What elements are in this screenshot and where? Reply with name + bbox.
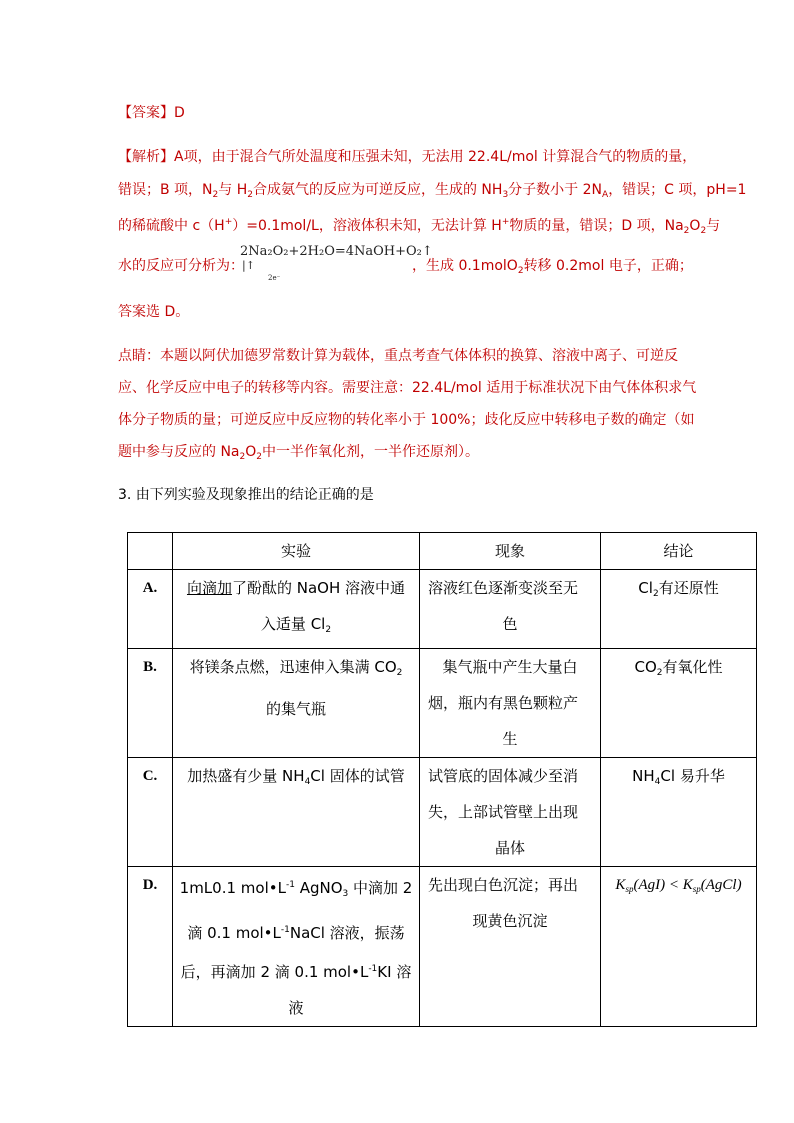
row-conclusion: $NH_4Cl$ 易升华 xyxy=(601,758,757,867)
row-label: A. xyxy=(128,570,173,649)
row-label: D. xyxy=(128,867,173,1027)
table-row xyxy=(128,570,757,649)
experiment-table xyxy=(127,532,757,1027)
row-phenomenon: 溶液红色逐渐变淡至无 色 xyxy=(420,570,601,649)
reaction-equation: 2Na₂O₂+2H₂O=4NaOH+O₂↑ |↑ 2e⁻ xyxy=(240,244,433,282)
row-phenomenon: 集气瓶中产生大量白 烟，瓶内有黑色颗粒产 生 xyxy=(420,649,601,758)
row-experiment: 将镁条点燃，迅速伸入集满 $CO_2$ 的集气瓶 xyxy=(173,649,420,758)
electron-transfer-arrow-icon: |↑ xyxy=(242,259,255,272)
comment-line-4: 题中参与反应的 $Na_2O_2$中一半作氧化剂，一半作还原剂）。 xyxy=(118,444,480,462)
analysis-line-5: 答案选 D。 xyxy=(118,304,190,320)
table-row xyxy=(128,649,757,758)
comment-line-1: 点睛：本题以阿伏加德罗常数计算为载体，重点考查气体体积的换算、溶液中离子、可逆反 xyxy=(118,348,678,364)
header-phenomenon: 现象 xyxy=(420,533,601,570)
analysis-line-3: 的稀硫酸中 c（H+）=0.1mol/L，溶液体积未知，无法计算 H+物质的量，错误；D 项，$Na_2O_2$与 xyxy=(118,217,721,236)
answer-line xyxy=(118,103,185,123)
answer-value: D xyxy=(174,105,185,121)
header-conclusion: 结论 xyxy=(601,533,757,570)
table-row xyxy=(128,867,757,1027)
question-3-title: 3. 由下列实验及现象推出的结论正确的是 xyxy=(118,487,374,503)
analysis-line-4-before: 水的反应可分析为： xyxy=(118,258,244,274)
row-experiment: 向滴加了酚酞的 NaOH 溶液中通 入适量 $Cl_2$ xyxy=(173,570,420,649)
electron-label: 2e⁻ xyxy=(268,274,281,282)
row-phenomenon: 试管底的固体减少至消 失，上部试管壁上出现 晶体 xyxy=(420,758,601,867)
row-conclusion: $CO_2$有氧化性 xyxy=(601,649,757,758)
row-experiment: 1mL0.1 $mol•L^{-1}$ AgNO$_3$ 中滴加 2 滴 0.1 $mol•L^{-1}NaCl$ 溶液，振荡 后，再滴加 2 滴 0.1 $mol•L^{-1}KI$ 溶 液 xyxy=(173,867,420,1027)
table-header-row xyxy=(128,533,757,570)
row-conclusion: $Cl_2$有还原性 xyxy=(601,570,757,649)
row-label: B. xyxy=(128,649,173,758)
analysis-line-2: 错误；B 项，$N_2$与 $H_2$合成氨气的反应为可逆反应，生成的 $NH_3$分子数小于 $2N_A$，错误；C 项，pH=1 xyxy=(118,182,747,200)
row-label: C. xyxy=(128,758,173,867)
table-row xyxy=(128,758,757,867)
analysis-line-1: 【解析】A项，由于混合气所处温度和压强未知，无法用 22.4L/mol 计算混合气的物质的量， xyxy=(118,149,697,165)
row-experiment: 加热盛有少量 $NH_4Cl$ 固体的试管 xyxy=(173,758,420,867)
answer-label: 【答案】 xyxy=(118,105,174,121)
row-phenomenon: 先出现白色沉淀；再出 现黄色沉淀 xyxy=(420,867,601,1027)
header-experiment: 实验 xyxy=(173,533,420,570)
header-blank xyxy=(128,533,173,570)
analysis-line-4-after: ，生成 0.1molO$_2$转移 0.2mol 电子，正确； xyxy=(412,258,693,276)
row-conclusion: $K_{sp}(AgI)$ < $K_{sp}(AgCl)$ xyxy=(601,867,757,1027)
comment-line-3: 体分子物质的量；可逆反应中反应物的转化率小于 100%；歧化反应中转移电子数的确定（如 xyxy=(118,412,695,428)
comment-line-2: 应、化学反应中电子的转移等内容。需要注意：22.4L/mol 适用于标准状况下由气体体积求气 xyxy=(118,380,697,396)
